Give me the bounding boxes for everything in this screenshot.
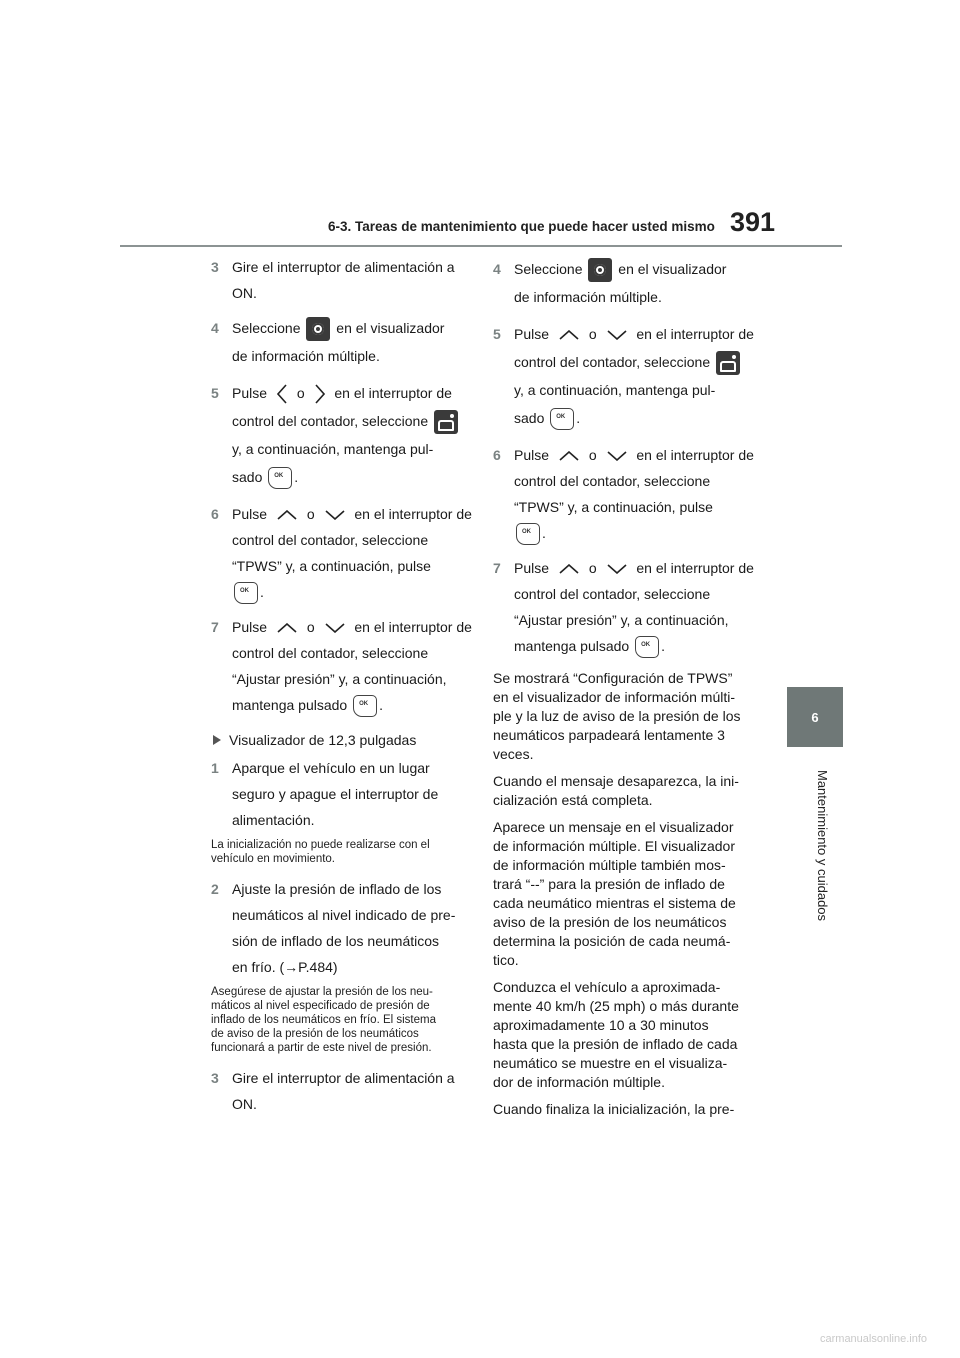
step-text: de información múltiple.: [232, 348, 380, 364]
step-text: “Ajustar presión” y, a continuación,: [232, 671, 447, 687]
step-text: .: [661, 638, 665, 654]
sub-heading: [211, 728, 491, 752]
step-number: 4: [493, 261, 501, 277]
paragraph: [493, 1100, 773, 1119]
step-text: en frío. (→P.484): [232, 959, 338, 975]
step-text: neumáticos al nivel indicado de pre-: [232, 907, 456, 923]
ok-button-icon: [550, 408, 574, 430]
paragraph: [493, 818, 773, 970]
step-text: en el interruptor de: [354, 506, 472, 522]
note-text: funcionará a partir de este nivel de presión.: [211, 1042, 432, 1054]
step-text: y, a continuación, mantenga pul-: [232, 441, 434, 457]
car-settings-icon: [434, 410, 458, 434]
step-text: Aparque el vehículo en un lugar: [232, 760, 430, 776]
step-text: sado: [232, 469, 263, 485]
step-5: [493, 322, 773, 432]
paragraph-line: neumático se muestre en el visualiza-: [493, 1055, 728, 1071]
paragraph-line: ple y la luz de aviso de la presión de los: [493, 708, 741, 724]
chapter-number: 6: [811, 709, 819, 725]
paragraph-line: de información múltiple también mos-: [493, 857, 726, 873]
step-text: o: [306, 506, 315, 522]
step-text: Gire el interruptor de alimentación a: [232, 1070, 455, 1086]
step-text: ON.: [232, 1096, 257, 1112]
step-text: sado: [514, 410, 545, 426]
step-text: .: [576, 410, 581, 426]
step-text: seguro y apague el interruptor de: [232, 786, 439, 802]
paragraph-line: veces.: [493, 746, 534, 762]
note-text: máticos al nivel especificado de presión de: [211, 1000, 430, 1012]
step-text: Pulse: [514, 447, 550, 463]
chevron-left-icon: [277, 384, 287, 404]
step-4: [493, 257, 773, 311]
paragraph-line: Conduzca el vehículo a aproximada-: [493, 979, 721, 995]
paragraph-line: tico.: [493, 952, 519, 968]
step-text: mantenga pulsado: [514, 638, 630, 654]
paragraph: [493, 978, 773, 1092]
step-text: alimentación.: [232, 812, 315, 828]
step-text: Pulse: [514, 326, 550, 342]
watermark: carmanualsonline.info: [820, 1333, 928, 1345]
chevron-down-icon: [607, 451, 627, 461]
paragraph-line: en el visualizador de información múlti-: [493, 689, 735, 705]
step-text: en el interruptor de: [354, 619, 472, 635]
step-text: “Ajustar presión” y, a continuación,: [514, 612, 729, 628]
page-number: 391: [730, 207, 776, 237]
step-text: Pulse: [514, 560, 550, 576]
chevron-up-icon: [559, 451, 579, 461]
paragraph-line: mente 40 km/h (25 mph) o más durante: [493, 998, 739, 1014]
step-text: o: [588, 326, 597, 342]
step-text: Seleccione: [232, 320, 301, 336]
sub-heading-text: Visualizador de 12,3 pulgadas: [229, 732, 417, 748]
step-7: [211, 615, 491, 717]
step-text: .: [260, 584, 264, 600]
chapter-tab: [787, 687, 843, 747]
step-text: y, a continuación, mantenga pul-: [514, 382, 716, 398]
left-column: [211, 255, 491, 1127]
step-number: 6: [493, 447, 501, 463]
ok-button-icon: [268, 467, 292, 489]
paragraph-line: cialización está completa.: [493, 792, 653, 808]
chevron-down-icon: [325, 623, 345, 633]
chevron-down-icon: [325, 510, 345, 520]
step-2: [211, 877, 491, 979]
step-text: ON.: [232, 285, 257, 301]
step-text: Seleccione: [514, 261, 583, 277]
note-text: vehículo en movimiento.: [211, 853, 336, 865]
ok-button-icon: [234, 582, 258, 604]
step-5: [211, 381, 491, 491]
step-text: control del contador, seleccione: [514, 473, 711, 489]
step-3: [211, 1066, 491, 1116]
step-text: o: [588, 560, 597, 576]
right-column: [493, 257, 773, 1127]
step-1: [211, 756, 491, 832]
chevron-right-icon: [315, 384, 325, 404]
chevron-down-icon: [607, 330, 627, 340]
gear-settings-icon: [588, 258, 612, 282]
step-text: control del contador, seleccione: [232, 645, 429, 661]
car-settings-icon: [716, 351, 740, 375]
step-number: 7: [493, 560, 501, 576]
ok-button-icon: [635, 636, 659, 658]
step-number: 5: [211, 385, 219, 401]
ok-button-icon: [516, 523, 540, 545]
paragraph-line: trará “--” para la presión de inflado de: [493, 876, 725, 892]
step-number: 7: [211, 619, 219, 635]
step-text: control del contador, seleccione: [514, 354, 711, 370]
step-text: o: [306, 619, 315, 635]
paragraph-line: Aparece un mensaje en el visualizador: [493, 819, 734, 835]
header-divider: [120, 245, 842, 247]
step-text: sión de inflado de los neumáticos: [232, 933, 440, 949]
chevron-down-icon: [607, 564, 627, 574]
step-text: Ajuste la presión de inflado de los: [232, 881, 442, 897]
chevron-up-icon: [559, 564, 579, 574]
paragraph-line: aproximadamente 10 a 30 minutos: [493, 1017, 709, 1033]
step-3: [211, 255, 491, 305]
step-number: 4: [211, 320, 219, 336]
step-text: .: [379, 697, 383, 713]
paragraph-line: neumáticos parpadeará lentamente 3: [493, 727, 725, 743]
step-number: 1: [211, 760, 219, 776]
paragraph-line: cada neumático mientras el sistema de: [493, 895, 736, 911]
paragraph: [493, 669, 773, 764]
step-text: mantenga pulsado: [232, 697, 348, 713]
step-text: Gire el interruptor de alimentación a: [232, 259, 455, 275]
step-text: Pulse: [232, 385, 268, 401]
step-text: en el visualizador: [336, 320, 445, 336]
step-4: [211, 316, 491, 370]
step-number: 3: [211, 259, 219, 275]
section-title: 6-3. Tareas de mantenimiento que puede hacer usted mismo: [328, 219, 715, 234]
step-text: control del contador, seleccione: [232, 413, 429, 429]
step-number: 5: [493, 326, 501, 342]
paragraph-line: Se mostrará “Configuración de TPWS”: [493, 670, 733, 686]
step-text: Pulse: [232, 506, 268, 522]
step-number: 3: [211, 1070, 219, 1086]
gear-settings-icon: [306, 317, 330, 341]
paragraph: [493, 772, 773, 810]
paragraph-line: hasta que la presión de inflado de cada: [493, 1036, 738, 1052]
step-text: “TPWS” y, a continuación, pulse: [514, 499, 713, 515]
step-number: 2: [211, 881, 219, 897]
step-7: [493, 556, 773, 658]
chevron-up-icon: [277, 510, 297, 520]
step-text: en el interruptor de: [636, 560, 754, 576]
step-text: o: [296, 385, 305, 401]
note: [211, 985, 491, 1055]
note-text: Asegúrese de ajustar la presión de los neu-: [211, 986, 433, 998]
step-text: en el interruptor de: [636, 447, 754, 463]
note: [211, 838, 491, 866]
paragraph-line: Cuando el mensaje desaparezca, la ini-: [493, 773, 739, 789]
note-text: de aviso de la presión de los neumáticos: [211, 1028, 419, 1040]
paragraph-line: aviso de la presión de los neumáticos: [493, 914, 727, 930]
paragraph-line: Cuando finaliza la inicialización, la pre-: [493, 1101, 735, 1117]
step-number: 6: [211, 506, 219, 522]
step-text: en el visualizador: [618, 261, 727, 277]
step-text: Pulse: [232, 619, 268, 635]
step-text: en el interruptor de: [636, 326, 754, 342]
step-text: en el interruptor de: [334, 385, 452, 401]
note-text: inflado de los neumáticos en frío. El sistema: [211, 1014, 437, 1026]
paragraph-line: determina la posición de cada neumá-: [493, 933, 731, 949]
paragraph-line: dor de información múltiple.: [493, 1074, 665, 1090]
ok-button-icon: [353, 695, 377, 717]
chapter-title: Mantenimiento y cuidados: [815, 770, 830, 922]
note-text: La inicialización no puede realizarse con el: [211, 839, 430, 851]
step-text: .: [542, 525, 546, 541]
chevron-up-icon: [559, 330, 579, 340]
step-text: control del contador, seleccione: [514, 586, 711, 602]
step-text: .: [294, 469, 299, 485]
step-text: “TPWS” y, a continuación, pulse: [232, 558, 431, 574]
step-6: [211, 502, 491, 604]
step-6: [493, 443, 773, 545]
paragraph-line: de información múltiple. El visualizador: [493, 838, 735, 854]
chevron-up-icon: [277, 623, 297, 633]
step-text: de información múltiple.: [514, 289, 662, 305]
step-text: o: [588, 447, 597, 463]
step-text: control del contador, seleccione: [232, 532, 429, 548]
